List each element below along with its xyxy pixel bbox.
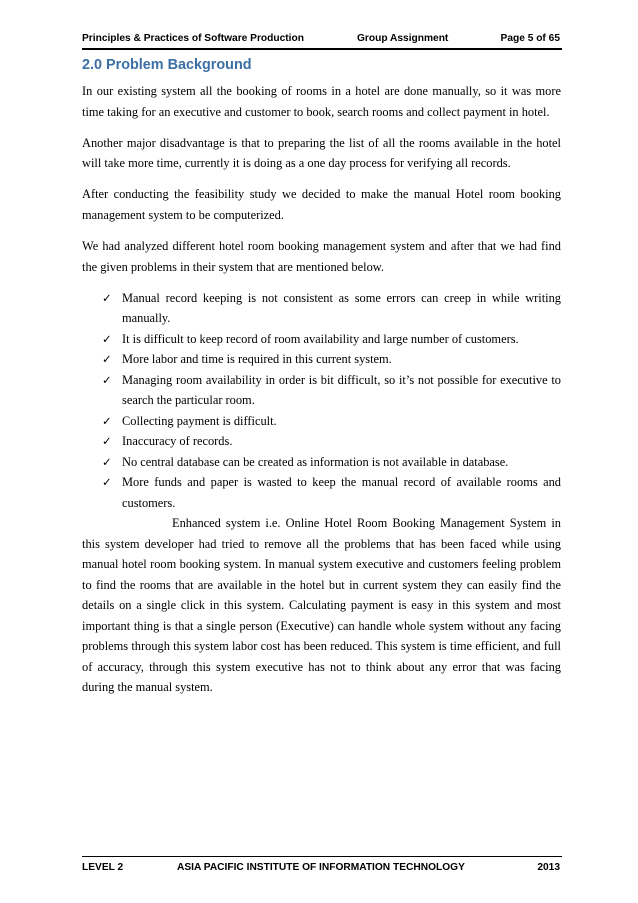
problem-list	[82, 288, 561, 514]
check-mark-icon: ✓	[102, 454, 112, 469]
check-mark-icon: ✓	[102, 475, 112, 490]
list-item	[102, 452, 561, 473]
list-item	[102, 349, 561, 370]
check-mark-icon: ✓	[102, 331, 112, 346]
footer-level: LEVEL 2	[82, 862, 124, 873]
list-item	[102, 411, 561, 432]
header-assignment-label: Group Assignment	[357, 33, 449, 44]
paragraph: Another major disadvantage is that to preparing the list of all the rooms available in the hotel will take more time, currently it is doing as a one day process for verifying all records.	[82, 135, 561, 171]
document-body	[82, 81, 561, 708]
section-title: 2.0 Problem Background	[82, 57, 252, 73]
check-mark-icon: ✓	[102, 372, 112, 387]
list-item-text: Managing room availability in order is bit difficult, so it’s not possible for executive to search the particular room.	[122, 372, 561, 408]
list-item-text: Inaccuracy of records.	[122, 434, 233, 449]
list-item	[102, 288, 561, 329]
paragraph: In our existing system all the booking of rooms in a hotel are done manually, so it was more time taking for an executive and customer to book, search rooms and collect payment in hotel.	[82, 84, 561, 119]
list-item-text: No central database can be created as information is not available in database.	[122, 454, 509, 469]
check-mark-icon: ✓	[102, 413, 112, 428]
list-item-text: More funds and paper is wasted to keep the manual record of available rooms and customers.	[122, 475, 561, 510]
page-footer	[82, 856, 562, 877]
list-item	[102, 431, 561, 452]
list-item	[102, 370, 561, 411]
list-item-text: Collecting payment is difficult.	[122, 413, 277, 428]
paragraph: We had analyzed different hotel room booking management system and after that we had find the given problems in their system that are mentioned below.	[82, 239, 561, 274]
paragraph: After conducting the feasibility study we decided to make the manual Hotel room booking management system to be computerized.	[82, 187, 561, 222]
footer-year: 2013	[537, 862, 560, 873]
list-item	[102, 329, 561, 350]
list-item-text: Manual record keeping is not consistent as some errors can creep in while writing manually.	[122, 290, 561, 326]
check-mark-icon: ✓	[102, 434, 112, 449]
list-item-text: It is difficult to keep record of room availability and large number of customers.	[122, 331, 519, 346]
header-page-number: Page 5 of 65	[500, 33, 560, 44]
list-item-text: More labor and time is required in this current system.	[122, 352, 392, 367]
check-mark-icon: ✓	[102, 290, 112, 305]
list-item	[102, 472, 561, 513]
closing-paragraph: Enhanced system i.e. Online Hotel Room Booking Management System in this system developer had tried to remove all the problems that has been faced while using manual hotel room booking system. In manual system executive and customers feeling problem to find the rooms that are available in the hotel but in current system they can easily find the details on a single click in this system. Calculating payment is easy in this system and most important thing is that a single person (Executive) can handle whole system without any facing problems through this system labor cost has been reduced. This system is time efficient, and full of accuracy, through this system executive has not to think about any error that was facing during the manual system.	[82, 516, 561, 695]
page-header	[82, 30, 562, 50]
footer-institute: ASIA PACIFIC INSTITUTE OF INFORMATION TECHNOLOGY	[177, 862, 465, 873]
check-mark-icon: ✓	[102, 352, 112, 367]
header-course-title: Principles & Practices of Software Production	[82, 33, 304, 44]
